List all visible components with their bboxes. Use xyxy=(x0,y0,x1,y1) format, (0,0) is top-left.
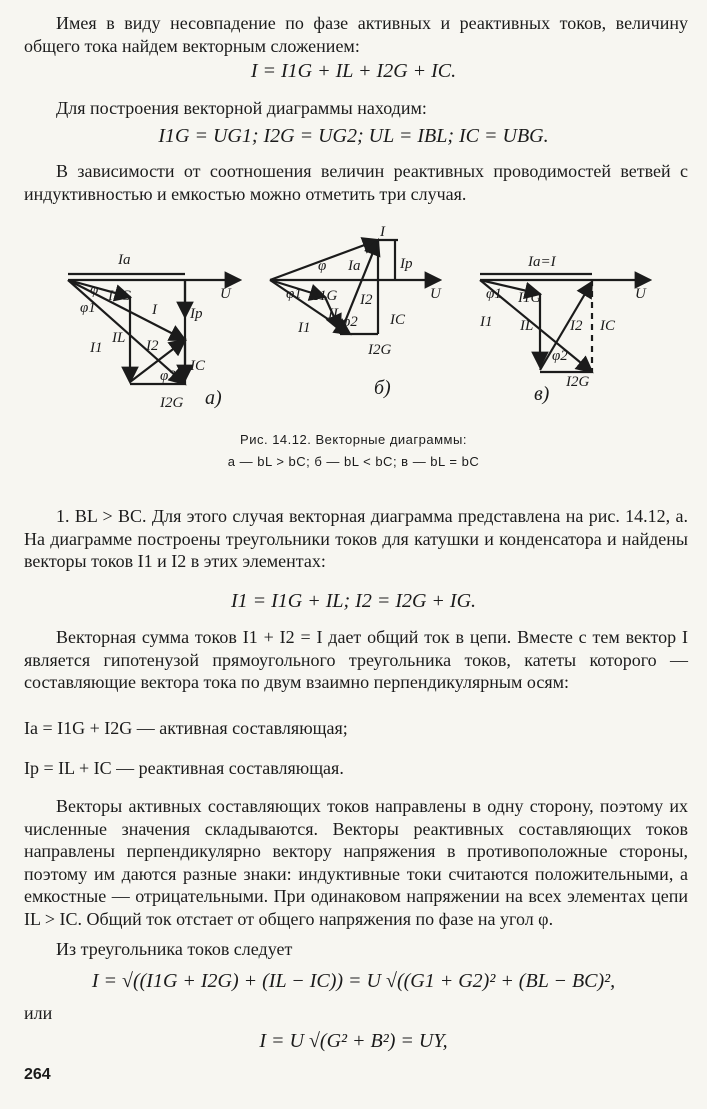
label-a-I: I xyxy=(152,302,157,318)
paragraph-7: Из треугольника токов следует xyxy=(56,939,293,959)
label-a-IL: IL xyxy=(112,330,126,346)
label-a-Ia: Iа xyxy=(118,252,131,268)
label-b-I1G: I1G xyxy=(314,288,338,304)
vector-diagrams-figure xyxy=(50,222,670,422)
label-c-IaI: Iа=I xyxy=(528,254,556,270)
label-a-I2G: I2G xyxy=(160,395,184,411)
page-number: 264 xyxy=(24,1066,51,1083)
word-ili: или xyxy=(24,1003,53,1023)
label-a-I1G: I1G xyxy=(108,288,132,304)
label-a-Ip: Iр xyxy=(190,306,203,322)
paragraph-2: Для построения векторной диаграммы находим: xyxy=(56,98,427,118)
equation-total-current: I = I1G + IL + I2G + IC. xyxy=(250,60,457,82)
label-b-IC: IC xyxy=(390,312,405,328)
figure-caption-legend: а — bL > bC; б — bL < bC; в — bL = bC xyxy=(227,454,480,469)
label-c-I1G: I1G xyxy=(518,290,542,306)
label-c-I2G: I2G xyxy=(566,374,590,390)
label-a-phi2: φ2 xyxy=(160,368,176,384)
label-c-panel: в) xyxy=(534,383,550,405)
label-b-I: I xyxy=(380,224,385,240)
label-b-I1: I1 xyxy=(298,320,311,336)
label-b-I2G: I2G xyxy=(368,342,392,358)
paragraph-3: В зависимости от соотношения величин реактивных проводимостей ветвей с индуктивностью и емкостью можно отметить три случая. xyxy=(24,161,688,204)
label-a-U: U xyxy=(220,286,231,302)
equation-currents: I1G = UG1; I2G = UG2; UL = IBL; IC = UBG. xyxy=(158,125,549,147)
paragraph-4: 1. BL > BC. Для этого случая векторная диаграмма представлена на рис. 14.12, а. На диаграмме построены треугольники токов для катушки и конденсатора и найдены векторы токов I1 и I2 в этих элементах: xyxy=(24,506,688,571)
paragraph-6: Векторы активных составляющих токов направлены в одну сторону, поэтому их численные значения складываются. Векторы реактивных составляющих токов направлены перпендикулярно вектору напряжения в противоположные стороны, поэтому им даются разные знаки: индуктивные токи считаются положительными, а емкостные — отрицательными. При одинаковом напряжении на всех элементах цепи IL > IC. Общий ток отстает от общего напряжения по фазе на угол φ. xyxy=(24,796,688,929)
label-b-Ia: Iа xyxy=(348,258,361,274)
label-c-I2: I2 xyxy=(570,318,583,334)
equation-reactive-component: Iр = IL + IC — реактивная составляющая. xyxy=(24,758,344,778)
label-b-phi2: φ2 xyxy=(342,314,358,330)
label-c-phi1: φ1 xyxy=(486,286,502,302)
label-b-panel: б) xyxy=(374,377,391,399)
label-b-phi1: φ1 xyxy=(286,286,302,302)
label-c-IC: IC xyxy=(600,318,615,334)
equation-branch-currents: I1 = I1G + IL; I2 = I2G + IG. xyxy=(230,590,477,612)
label-c-I1: I1 xyxy=(480,314,493,330)
label-c-U: U xyxy=(635,286,646,302)
label-a-I2: I2 xyxy=(146,338,159,354)
label-b-I2: I2 xyxy=(360,292,373,308)
label-a-I1: I1 xyxy=(90,340,103,356)
label-a-panel: а) xyxy=(205,387,222,409)
label-b-IL: IL xyxy=(328,306,342,322)
equation-current-magnitude: I = √((I1G + I2G) + (IL − IC)) = U √((G1 + G2)² + (BL − BC)², xyxy=(91,970,616,992)
label-b-Ip: Iр xyxy=(400,256,413,272)
figure-caption: Рис. 14.12. Векторные диаграммы: xyxy=(240,432,467,447)
equation-admittance: I = U √(G² + B²) = UY, xyxy=(259,1030,448,1052)
label-c-IL: IL xyxy=(520,318,534,334)
label-c-phi2: φ2 xyxy=(552,348,568,364)
label-b-phi: φ xyxy=(318,258,327,274)
label-a-phi1: φ1 xyxy=(80,300,96,316)
label-a-IC: IC xyxy=(190,358,205,374)
paragraph-1: Имея в виду несовпадение по фазе активных и реактивных токов, величину общего тока найдем векторным сложением: xyxy=(24,13,688,56)
label-a-phi: φ xyxy=(90,282,99,298)
equation-active-component: Iа = I1G + I2G — активная составляющая; xyxy=(24,718,348,738)
paragraph-5: Векторная сумма токов I1 + I2 = I дает общий ток в цепи. Вместе с тем вектор I является гипотенузой прямоугольного треугольника токов, катеты которого — составляющие вектора тока по двум взаимно перпендикулярным осям: xyxy=(24,627,688,692)
label-b-U: U xyxy=(430,286,441,302)
